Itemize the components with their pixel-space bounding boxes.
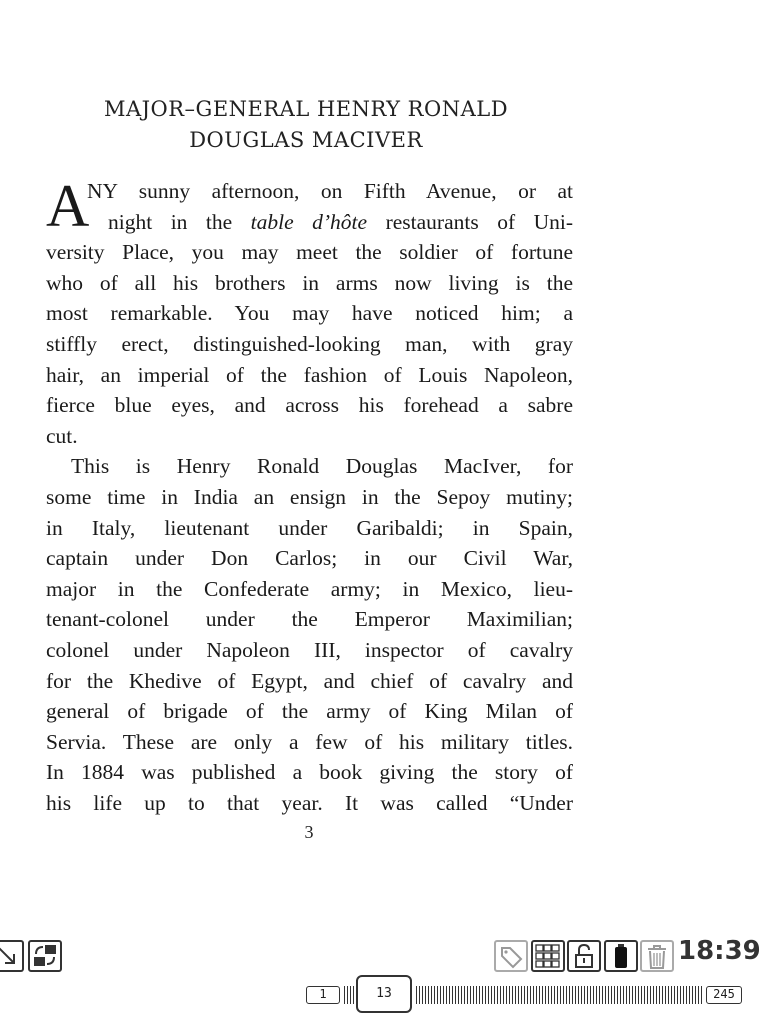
text-line: in Italy, lieutenant under Garibaldi; in Spain, [46,515,573,540]
progress-ticks-right[interactable] [416,986,704,1004]
text-line [46,207,573,238]
text-line: versity Place, you may meet the soldier of fortune [46,240,573,265]
text-line: In 1884 was published a book giving the story of [46,760,573,785]
text-line: Servia. These are only a few of his military titles. [46,729,573,754]
text-line: captain under Don Carlos; in our Civil War, [46,546,573,571]
text-line: stiffly erect, distinguished-looking man, with gray [46,331,573,356]
text-span: restaurants of Uni- [367,209,573,234]
chapter-title [0,94,612,156]
keyboard-icon[interactable] [531,940,565,972]
text-line: major in the Confederate army; in Mexico, lieu- [46,576,573,601]
tag-icon[interactable] [494,940,528,972]
last-page-button[interactable]: 245 [706,986,742,1004]
lock-icon[interactable] [567,940,601,972]
trash-icon[interactable] [640,940,674,972]
text-line: general of brigade of the army of King Milan of [46,699,573,724]
battery-icon [604,940,638,972]
text-line: most remarkable. You may have noticed him; a [46,301,573,326]
text-line: This is Henry Ronald Douglas MacIver, for [71,454,573,479]
text-line: his life up to that year. It was called “Under [46,790,573,815]
page-navigator[interactable] [306,974,746,1014]
screen-rotate-icon[interactable] [28,940,62,972]
text-line: who of all his brothers in arms now living is the [46,270,573,295]
text-line: colonel under Napoleon III, inspector of cavalry [46,637,573,662]
text-line: tenant-colonel under the Emperor Maximilian; [46,607,573,632]
text-line: for the Khedive of Egypt, and chief of cavalry and [46,668,573,693]
page-number: 3 [304,822,314,842]
text-span: night in the [108,209,251,234]
clock: 18:39 [678,936,761,966]
first-paragraph [46,173,573,239]
italic-phrase: table d’hôte [250,209,368,234]
body-text [46,173,573,818]
chapter-title-line-1: MAJOR–GENERAL HENRY RONALD [103,97,509,121]
text-line: fierce blue eyes, and across his forehead a sabre [46,393,573,418]
resize-icon[interactable] [0,940,24,972]
text-line: cut. [46,423,78,448]
text-line: some time in India an ensign in the Sepoy mutiny; [46,484,573,509]
text-line: hair, an imperial of the fashion of Louis Napoleon, [46,362,573,387]
text-line: NY sunny afternoon, on Fifth Avenue, or at [87,179,573,203]
first-page-button[interactable]: 1 [306,986,340,1004]
drop-cap: A [46,173,90,239]
chapter-title-line-2: DOUGLAS MACIVER [189,128,423,152]
current-page-indicator[interactable]: 13 [356,975,412,1013]
